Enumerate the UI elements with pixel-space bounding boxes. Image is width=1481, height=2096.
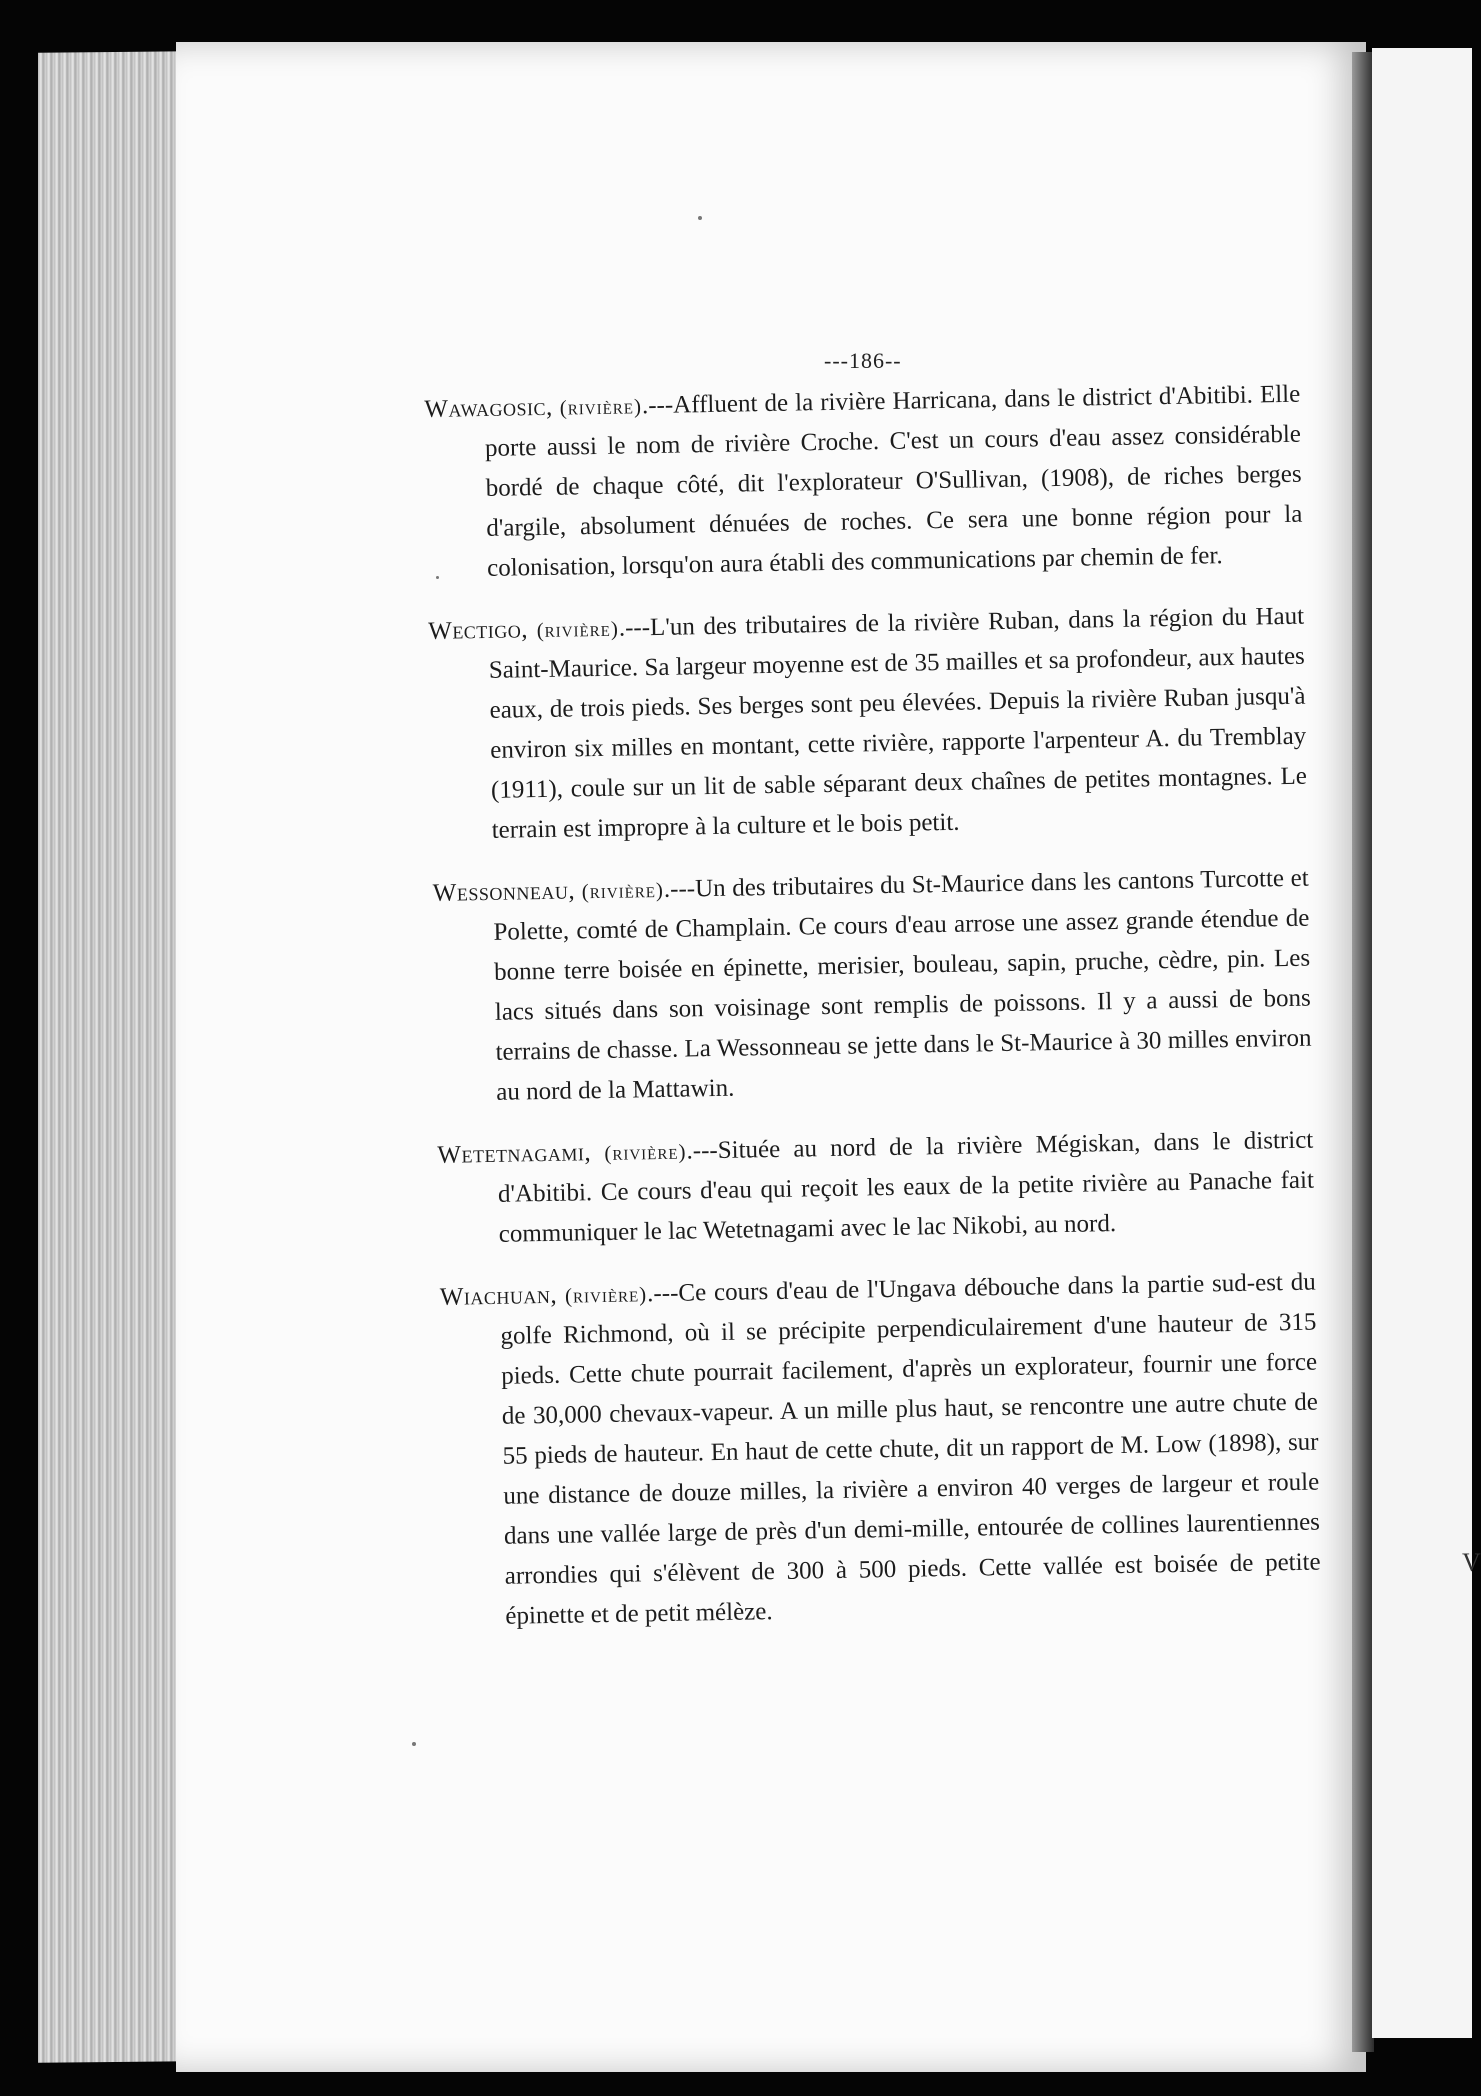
facing-page <box>1372 48 1472 2038</box>
entry-text: .---L'un des tributaires de la rivière Ruban, dans la région du Haut Saint-Maurice. Sa largeur moyenne est de 35 mailles et sa profondeur, aux hautes eaux, de trois pieds. Ses berges sont peu élevées. Depuis la rivière Ruban jusqu'à environ six milles en montant, cette rivière, rapporte l'arpenteur A. du Tremblay (1911), coule sur un lit de sable séparant deux chaînes de petites montagnes. Le terrain est impropre à la culture et le bois petit. <box>488 602 1308 844</box>
entry-kind: (rivière) <box>559 394 643 420</box>
entry-headword: Wetetnagami, <box>437 1139 592 1169</box>
entry-wetetnagami <box>437 1121 1315 1256</box>
page-number: ---186-- <box>824 348 902 373</box>
book-page-edges <box>38 51 188 2063</box>
entry-wiachuan <box>439 1263 1321 1638</box>
entry-headword: Wiachuan, <box>439 1281 558 1311</box>
gutter-shadow <box>1352 52 1374 2052</box>
dust-speck <box>698 216 702 220</box>
entry-text: .---Affluent de la rivière Harricana, dans le district d'Abitibi. Elle porte aussi le nom de rivière Croche. C'est un cours d'eau assez considérable bordé de chaque côté, dit l'explorateur O'Sullivan, (1908), de riches berges d'argile, absolument dénuées de roches. Ce sera une bonne région pour la colonisation, lorsqu'on aura établi des communications par chemin de fer. <box>484 380 1303 582</box>
entry-kind: (rivière) <box>564 1282 648 1308</box>
entry-wessonneau <box>432 859 1312 1114</box>
entry-kind: (rivière) <box>536 616 620 643</box>
entry-headword: Wessonneau, <box>432 877 576 907</box>
entry-text: .---Ce cours d'eau de l'Ungava débouche dans la partie sud-est du golfe Richmond, où il se précipite perpendiculairement d'une hauteur de 315 pieds. Cette chute pourrait facilement, d'après un explorateur, fournir une force de 30,000 chevaux-vapeur. A un mille plus haut, se rencontre une autre chute de 55 pieds de hauteur. En haut de cette chute, dit un rapport de M. Low (1898), sur une distance de douze milles, la rivière a environ 40 verges de largeur et roule dans une vallée large de près d'un demi-mille, entourée de collines laurentiennes arrondies qui s'élèvent de 300 à 500 pieds. Cette vallée est boisée de petite épinette et de petit mélèze. <box>500 1268 1321 1630</box>
entry-headword: Wawagosic, <box>424 393 553 423</box>
entry-kind: (rivière) <box>581 877 665 904</box>
entry-wawagosic <box>424 375 1303 590</box>
entry-headword: Wectigo, <box>427 616 529 645</box>
entry-text: .---Située au nord de la rivière Mégiskan, dans le district d'Abitibi. Ce cours d'eau qui reçoit les eaux de la petite rivière au Panache fait communiquer le lac Wetetnagami avec le lac Nikobi, au nord. <box>497 1126 1315 1248</box>
entry-wectigo <box>428 597 1308 852</box>
facing-page-edge-letter: V <box>1462 1548 1481 1577</box>
entry-text: .---Un des tributaires du St-Maurice dans les cantons Turcotte et Polette, comté de Champlain. Ce cours d'eau arrose une assez grande étendue de bonne terre boisée en épinette, merisier, bouleau, sapin, pruche, cèdre, pin. Les lacs situés dans son voisinage sont remplis de poissons. Il y a aussi de bons terrains de chasse. La Wessonneau se jette dans le St-Maurice à 30 milles environ au nord de la Mattawin. <box>493 864 1312 1106</box>
dictionary-entries <box>424 375 1322 1660</box>
dust-speck <box>412 1742 416 1746</box>
entry-kind: (rivière) <box>604 1139 687 1165</box>
